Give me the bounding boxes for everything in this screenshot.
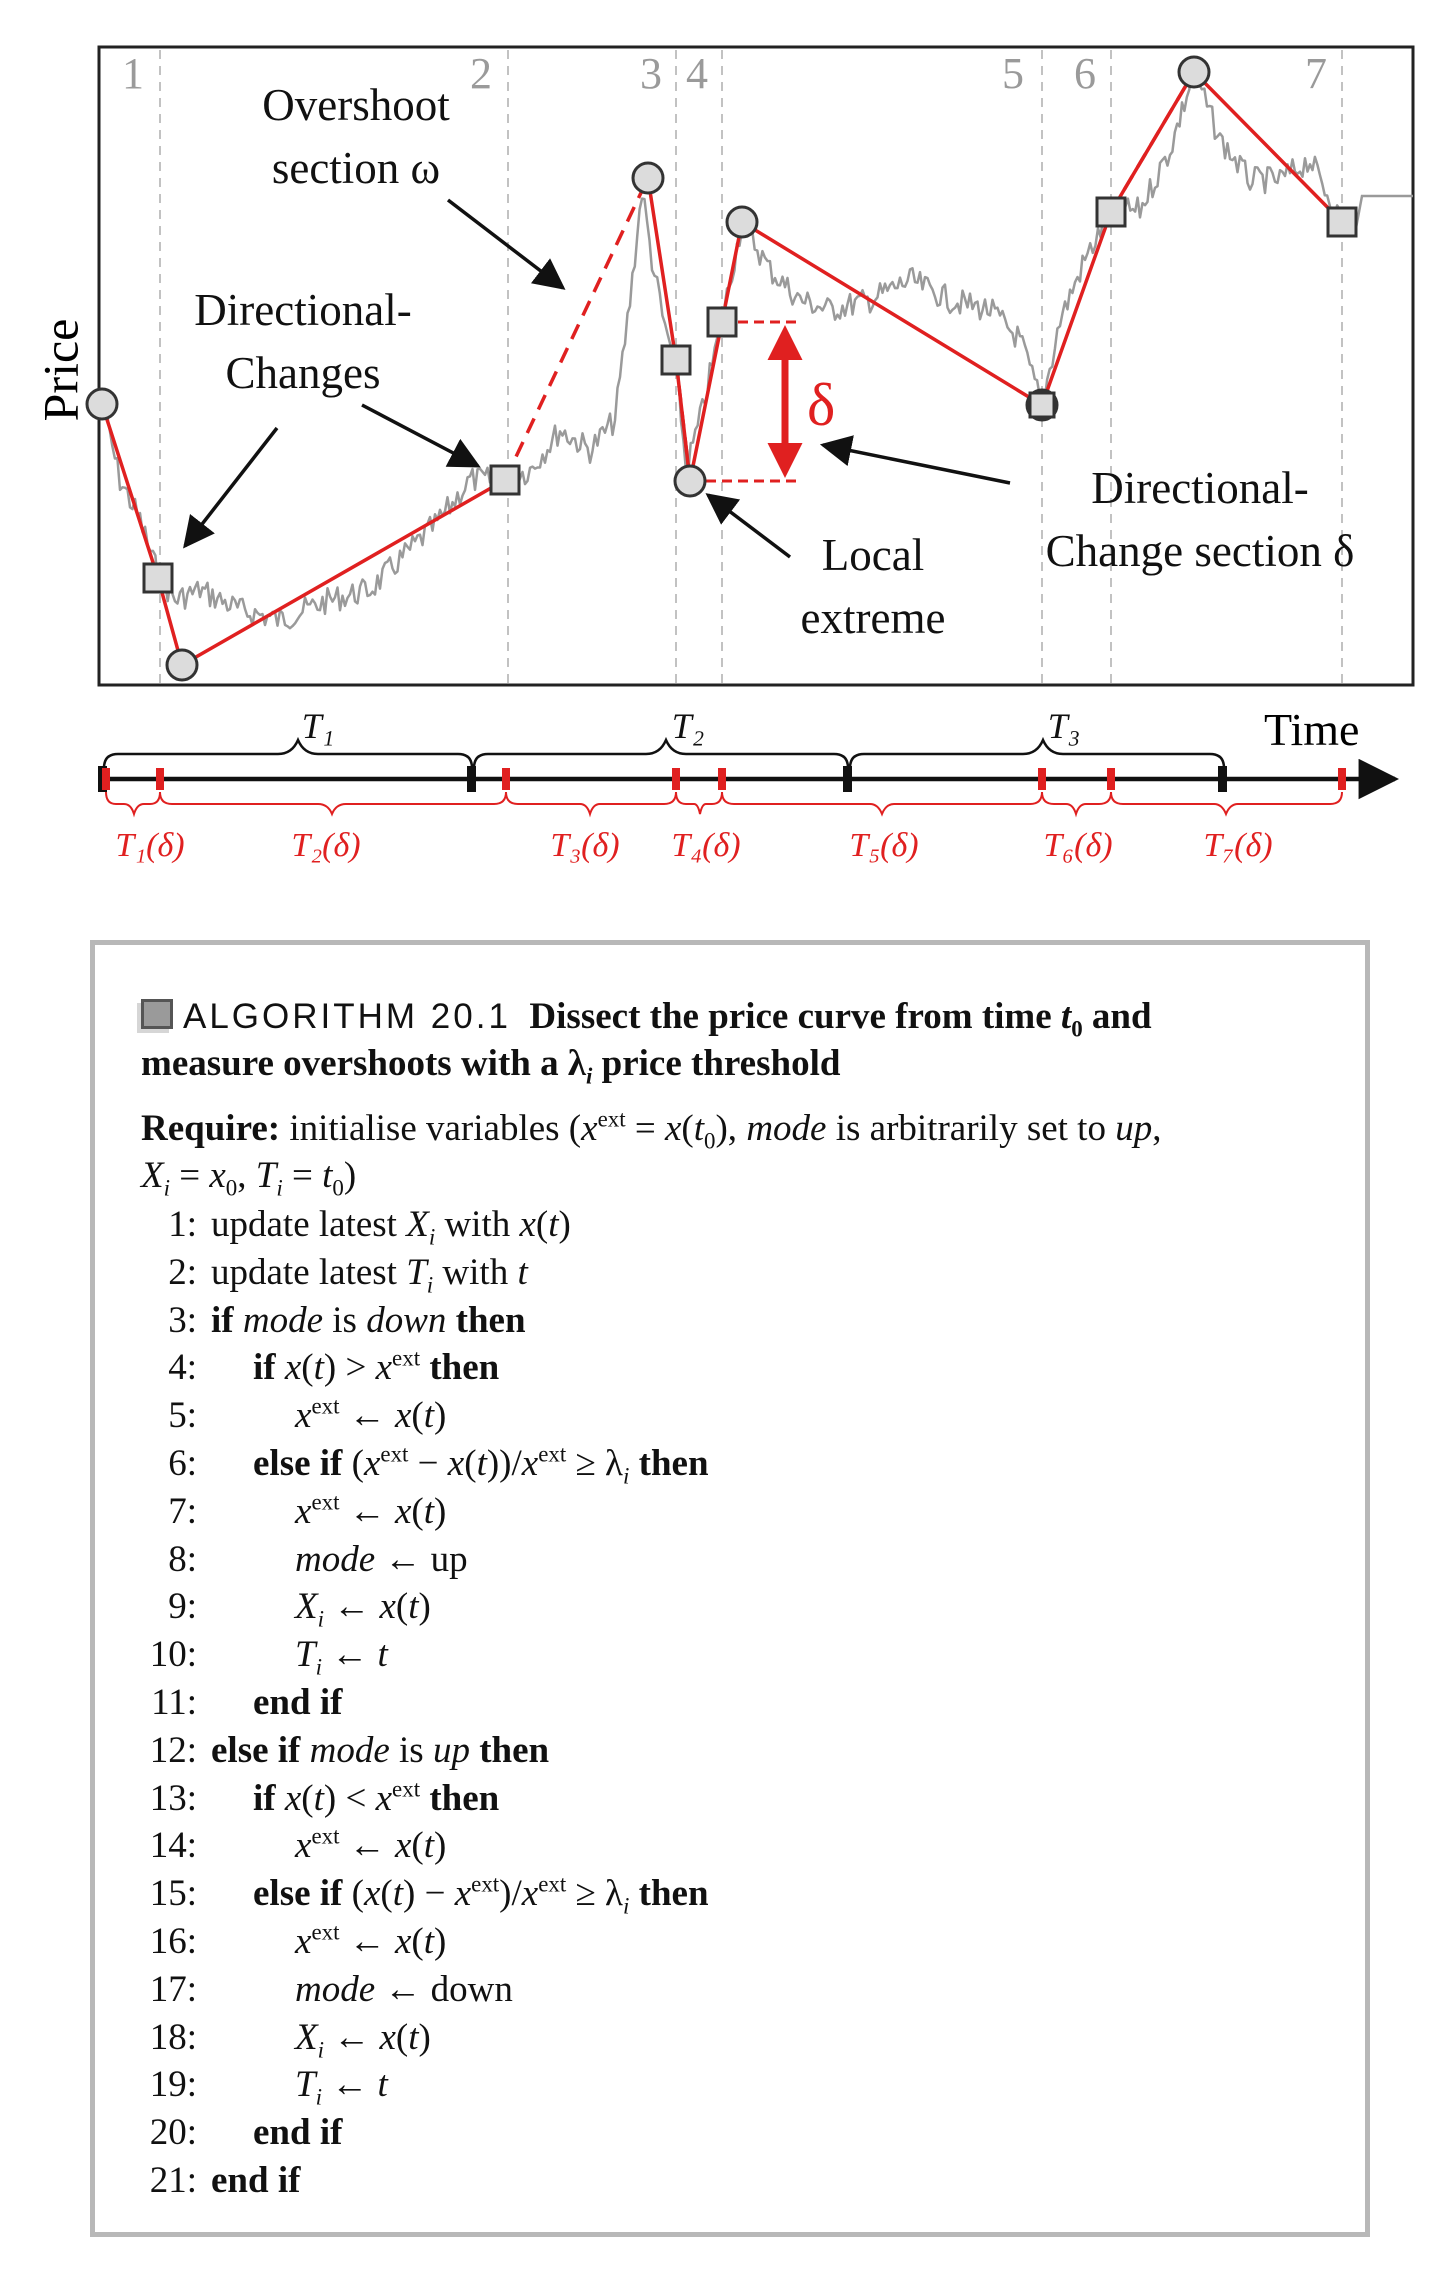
dc-section-line2: Change section δ: [1045, 526, 1355, 576]
dc-marker: [144, 564, 172, 592]
y-axis-label: Price: [32, 318, 89, 422]
interval-label-T2-delta: T₂(δ): [291, 827, 361, 864]
extreme-marker: [167, 650, 197, 680]
interval-label-T4-delta: T₄(δ): [671, 827, 741, 864]
delta-symbol: δ: [807, 372, 836, 438]
algorithm-line-7: 7: $x^{ext}$ ← x(t): [168, 1489, 447, 1532]
dc-marker: [1328, 208, 1356, 236]
algorithm-line-17: 17: mode ← down: [149, 1968, 513, 2010]
algorithm-line-6: 6: else if $(x^{ext} - x(t))/x^{ext} \ge \lambda_i$ then: [168, 1441, 709, 1489]
interval-label-T5-delta: T₅(δ): [849, 827, 919, 864]
algorithm-line-10: 10: $T_i$ ← t: [149, 1634, 388, 1680]
dc-marker: [1030, 393, 1054, 417]
algorithm-line-16: 16: $x^{ext}$ ← x(t): [149, 1919, 447, 1962]
algorithm-title-line1: Dissect the price curve from time $t_0$ and: [529, 996, 1152, 1042]
algorithm-line-11: 11: end if: [151, 1681, 343, 1723]
algorithm-line-5: 5: $x^{ext}$ ← x(t): [168, 1393, 447, 1437]
algorithm-require: Require: initialise variables ($x^{ext} = x(t_0)$, mode is arbitrarily set to up, $X_i = x_0$, $T_i = t_0$): [141, 1106, 1162, 1201]
algorithm-line-1: 1: update latest $X_i$ with x(t): [168, 1204, 571, 1250]
event-number-1: 1: [122, 49, 144, 98]
dc-label-line2: Changes: [225, 348, 381, 398]
algorithm-line-19: 19: $T_i$ ← t: [149, 2064, 388, 2110]
interval-label-T7-delta: T₇(δ): [1203, 827, 1273, 864]
algorithm-box: [90, 940, 1370, 2237]
require-label: Require:: [141, 1108, 281, 1149]
algorithm-line-15: 15: else if $(x(t) - x^{ext})/x^{ext} \ge \lambda_i$ then: [149, 1871, 709, 1919]
algorithm-line-21: 21: end if: [149, 2159, 301, 2201]
algorithm-line-3: 3: if mode is down then: [168, 1299, 526, 1341]
dc-marker: [491, 466, 519, 494]
extreme-marker: [727, 207, 757, 237]
algorithm-heading: [141, 993, 1315, 1087]
algorithm-title-line2: measure overshoots with a $\lambda_i$ price threshold: [141, 1043, 841, 1089]
algorithm-line-20: 20: end if: [149, 2112, 343, 2154]
x-axis-label: Time: [1264, 704, 1360, 755]
extreme-marker: [1179, 57, 1209, 87]
directional-change-figure: [0, 0, 1456, 900]
algorithm-line-2: 2: update latest $T_i$ with t: [168, 1251, 528, 1298]
algorithm-square-icon: [141, 999, 173, 1029]
interval-label-T1-delta: T₁(δ): [115, 827, 185, 864]
algorithm-line-12: 12: else if mode is up then: [149, 1729, 550, 1771]
extreme-marker: [675, 466, 705, 496]
algorithm-line-4: 4: if $x(t) > x^{ext}$ then: [168, 1346, 500, 1389]
price-curve-tail: [1356, 196, 1413, 228]
overshoot-label-line1: Overshoot: [262, 80, 450, 130]
event-number-6: 6: [1074, 49, 1096, 98]
overshoot-label-line2: section ω: [271, 143, 441, 193]
interval-label-T3-delta: T₃(δ): [550, 827, 620, 864]
dc-marker: [662, 346, 690, 374]
algorithm-line-13: 13: if $x(t) < x^{ext}$ then: [149, 1776, 500, 1819]
extreme-marker: [633, 163, 663, 193]
event-number-3: 3: [640, 49, 662, 98]
algorithm-lines: [141, 1201, 1315, 2205]
interval-label-T1: T₁: [301, 706, 335, 746]
algorithm-line-14: 14: $x^{ext}$ ← x(t): [149, 1824, 447, 1867]
dc-section-line1: Directional-: [1091, 463, 1309, 513]
dc-label-line1: Directional-: [194, 285, 412, 335]
algorithm-line-8: 8: mode ← up: [168, 1538, 468, 1580]
event-number-4: 4: [686, 49, 708, 98]
dc-marker: [708, 308, 736, 336]
extreme-marker: [87, 389, 117, 419]
algorithm-line-18: 18: $X_i$ ← x(t): [149, 2016, 431, 2062]
algorithm-tag: ALGORITHM 20.1: [183, 997, 511, 1036]
timeline: [98, 706, 1395, 864]
event-number-2: 2: [470, 49, 492, 98]
event-number-5: 5: [1002, 49, 1024, 98]
interval-label-T3: T₃: [1047, 706, 1081, 746]
local-extreme-line1: Local: [821, 530, 925, 580]
event-number-7: 7: [1305, 49, 1327, 98]
interval-label-T2: T₂: [671, 706, 705, 746]
interval-label-T6-delta: T₆(δ): [1043, 827, 1113, 864]
dc-marker: [1097, 198, 1125, 226]
algorithm-line-9: 9: $X_i$ ← x(t): [168, 1586, 431, 1632]
local-extreme-line2: extreme: [800, 593, 946, 643]
